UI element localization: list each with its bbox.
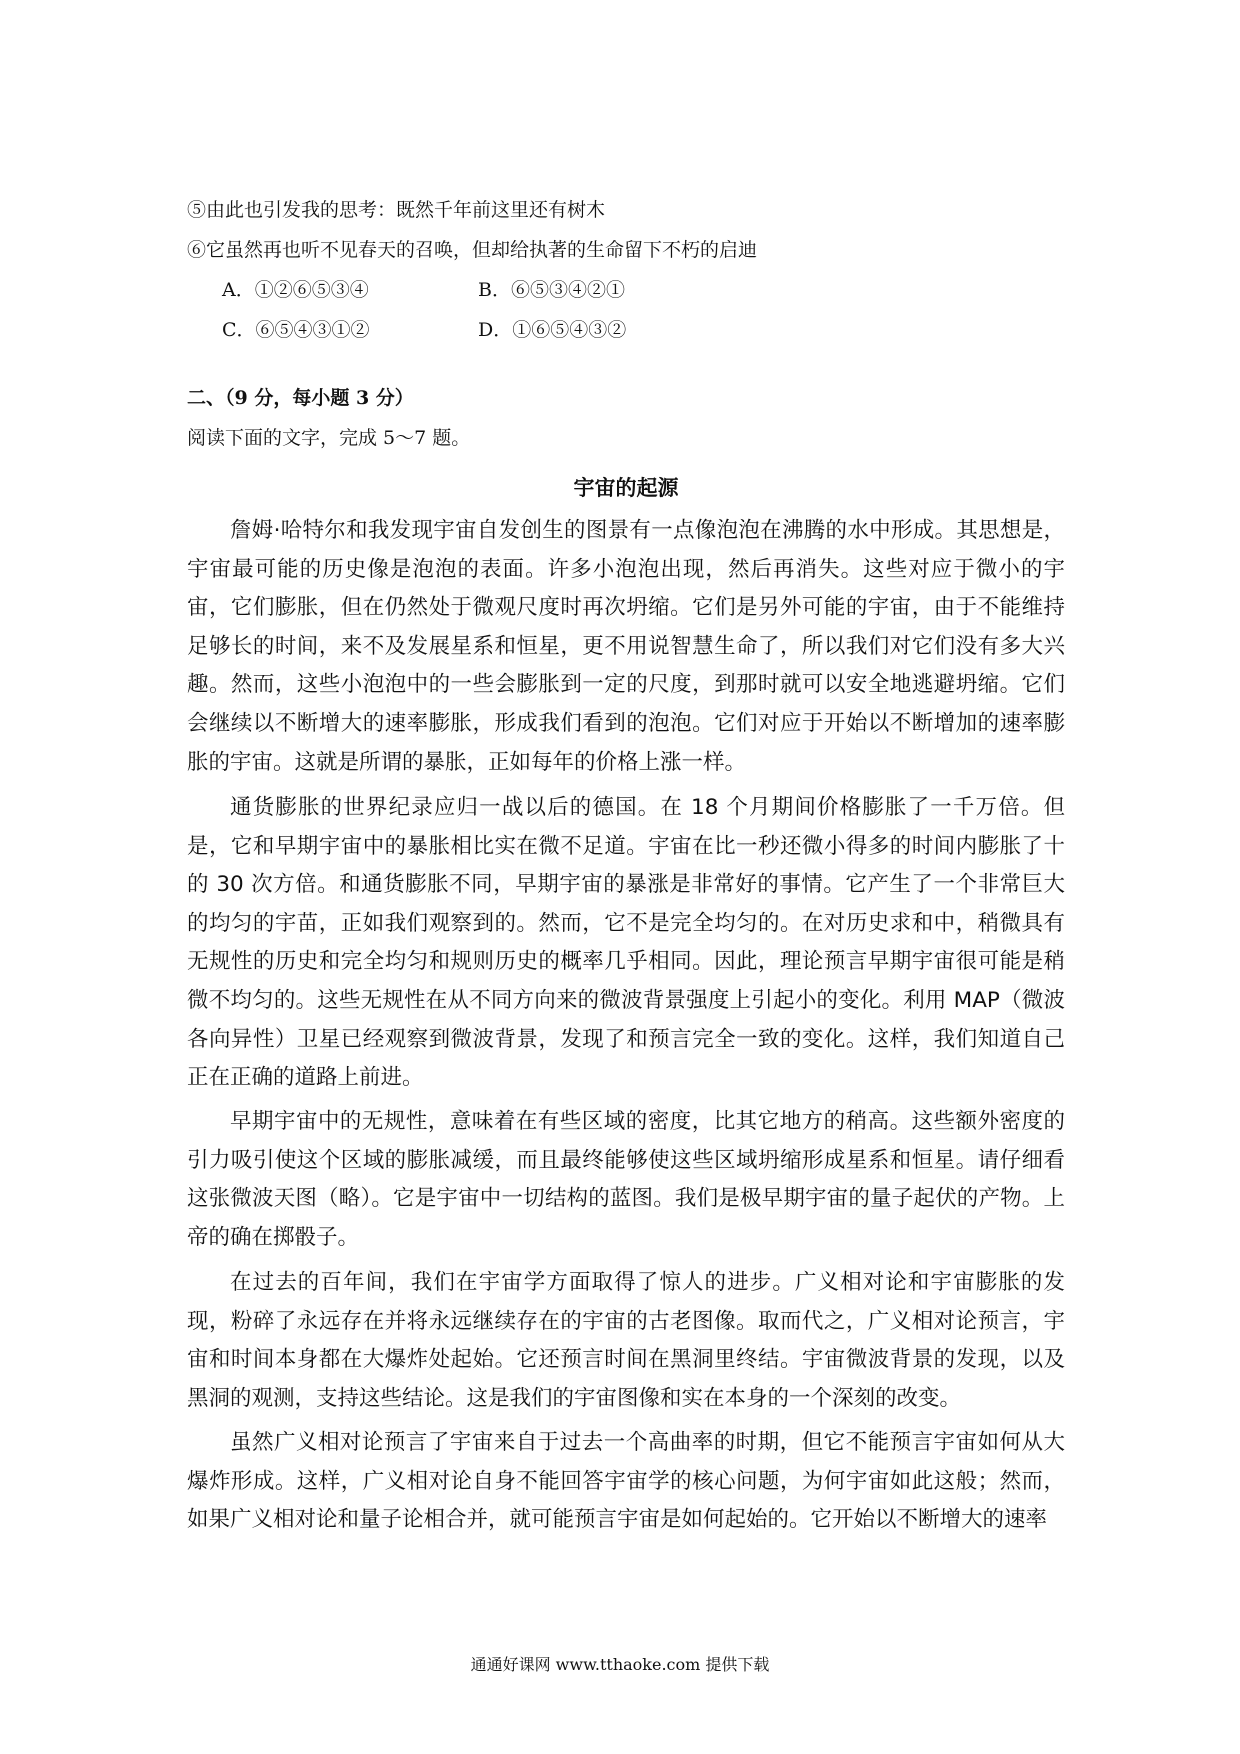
- article-paragraph: 虽然广义相对论预言了宇宙来自于过去一个高曲率的时期，但它不能预言宇宙如何从大爆炸形成。这样，广义相对论自身不能回答宇宙学的核心问题，为何宇宙如此这般；然而，如果广义相对论和量子论相合并，就可能预言宇宙是如何起始的。它开始以不断增大的速率: [187, 1430, 1065, 1533]
- section-heading: 二、（9 分，每小题 3 分）: [187, 387, 414, 409]
- option-a: A．①②⑥⑤③④: [222, 279, 369, 301]
- sentence-item-6: ⑥它虽然再也听不见春天的召唤，但却给执著的生命留下不朽的启迪: [187, 239, 758, 261]
- article-paragraph: 早期宇宙中的无规性，意味着在有些区域的密度，比其它地方的稍高。这些额外密度的引力吸引使这个区域的膨胀减缓，而且最终能够使这些区域坍缩形成星系和恒星。请仔细看这张微波天图（略）。它是宇宙中一切结构的蓝图。我们是极早期宇宙的量子起伏的产物。上帝的确在掷骰子。: [187, 1109, 1065, 1250]
- content-column: [187, 0, 1065, 1754]
- reading-instruction: 阅读下面的文字，完成 5～7 题。: [187, 427, 471, 449]
- article-paragraph: 在过去的百年间，我们在宇宙学方面取得了惊人的进步。广义相对论和宇宙膨胀的发现，粉碎了永远存在并将永远继续存在的宇宙的古老图像。取而代之，广义相对论预言，宇宙和时间本身都在大爆炸处起始。它还预言时间在黑洞里终结。宇宙微波背景的发现，以及黑洞的观测，支持这些结论。这是我们的宇宙图像和实在本身的一个深刻的改变。: [187, 1270, 1065, 1411]
- option-b: B．⑥⑤③④②①: [478, 279, 625, 301]
- sentence-item-5: ⑤由此也引发我的思考：既然千年前这里还有树木: [187, 199, 606, 221]
- article-paragraph: 通货膨胀的世界纪录应归一战以后的德国。在 18 个月期间价格膨胀了一千万倍。但是，它和早期宇宙中的暴胀相比实在微不足道。宇宙在比一秒还微小得多的时间内膨胀了十的 30 次方倍。和通货膨胀不同，早期宇宙的暴涨是非常好的事情。它产生了一个非常巨大的均匀的宇苗，正如我们观察到的。然而，它不是完全均匀的。在对历史求和中，稍微具有无规性的历史和完全均匀和规则历史的概率几乎相同。因此，理论预言早期宇宙很可能是稍微不均匀的。这些无规性在从不同方向来的微波背景强度上引起小的变化。利用 MAP（微波各向异性）卫星已经观察到微波背景，发现了和预言完全一致的变化。这样，我们知道自己正在正确的道路上前进。: [187, 795, 1065, 1091]
- article-paragraph: 詹姆·哈特尔和我发现宇宙自发创生的图景有一点像泡泡在沸腾的水中形成。其思想是，宇宙最可能的历史像是泡泡的表面。许多小泡泡出现，然后再消失。这些对应于微小的宇宙，它们膨胀，但在仍然处于微观尺度时再次坍缩。它们是另外可能的宇宙，由于不能维持足够长的时间，来不及发展星系和恒星，更不用说智慧生命了，所以我们对它们没有多大兴趣。然而，这些小泡泡中的一些会膨胀到一定的尺度，到那时就可以安全地逃避坍缩。它们会继续以不断增大的速率膨胀，形成我们看到的泡泡。它们对应于开始以不断增加的速率膨胀的宇宙。这就是所谓的暴胀，正如每年的价格上涨一样。: [187, 518, 1065, 775]
- article-title: 宇宙的起源: [573, 476, 679, 500]
- option-d: D．①⑥⑤④③②: [478, 319, 627, 341]
- page-footer: 通通好课网 www.tthaoke.com 提供下载: [470, 1655, 770, 1674]
- option-c: C．⑥⑤④③①②: [222, 319, 370, 341]
